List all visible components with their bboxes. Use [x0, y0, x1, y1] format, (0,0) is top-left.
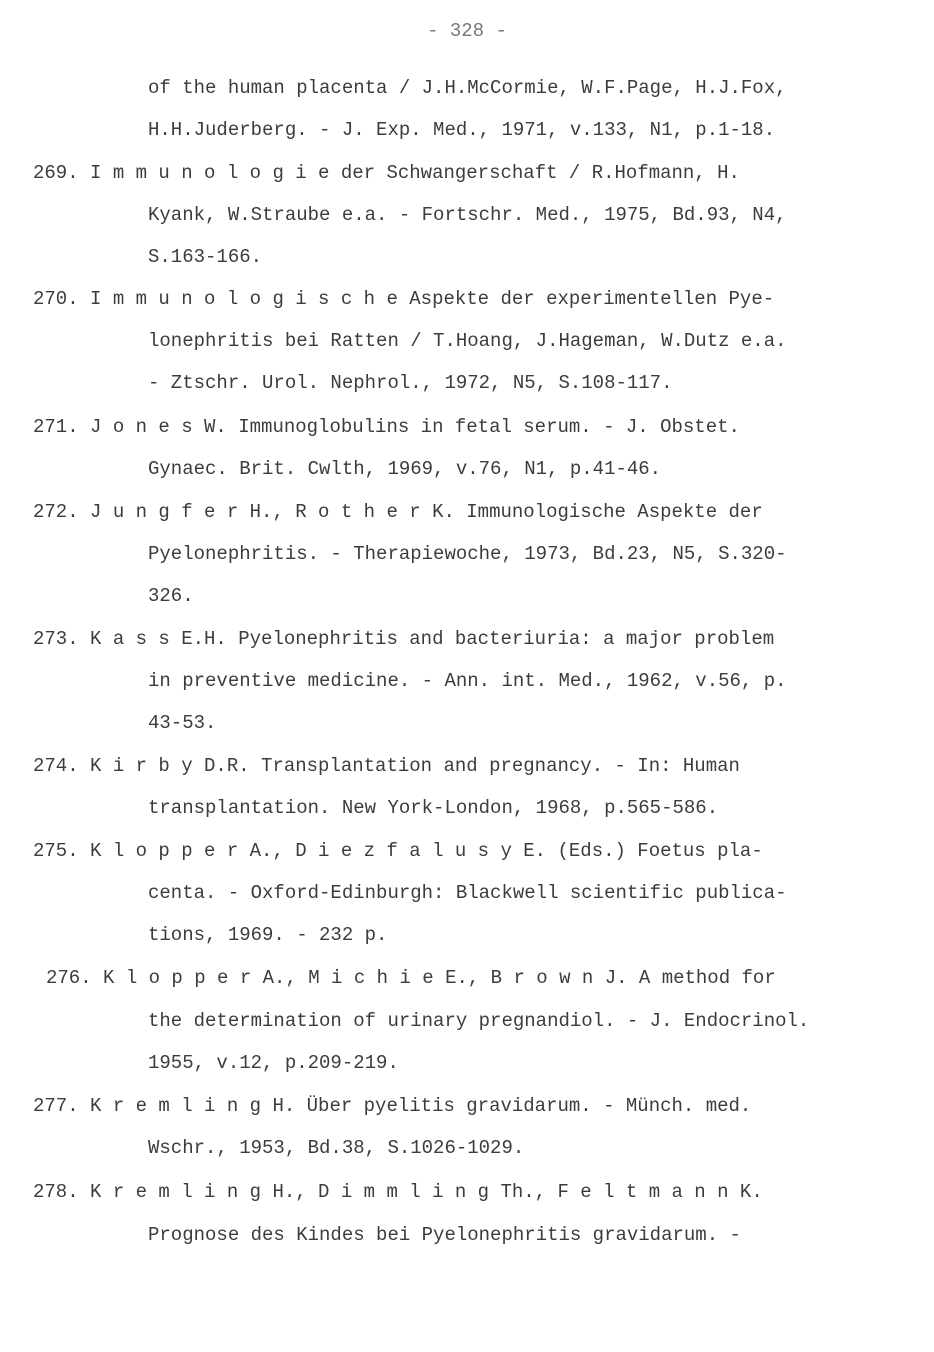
page-number: - 328 -: [427, 20, 507, 42]
reference-line: of the human placenta / J.H.McCormie, W.F.Page, H.J.Fox,: [148, 77, 787, 99]
reference-line: Pyelonephritis. - Therapiewoche, 1973, Bd.23, N5, S.320-: [148, 543, 787, 565]
reference-line: Prognose des Kindes bei Pyelonephritis gravidarum. -: [148, 1224, 741, 1246]
reference-line: S.163-166.: [148, 246, 263, 268]
reference-line: Kyank, W.Straube e.a. - Fortschr. Med., 1975, Bd.93, N4,: [148, 204, 787, 226]
reference-line: 274. K i r b y D.R. Transplantation and pregnancy. - In: Human: [33, 755, 740, 777]
reference-line: 277. K r e m l i n g H. Über pyelitis gravidarum. - Münch. med.: [33, 1095, 752, 1117]
reference-line: lonephritis bei Ratten / T.Hoang, J.Hageman, W.Dutz e.a.: [148, 330, 787, 352]
reference-line: H.H.Juderberg. - J. Exp. Med., 1971, v.133, N1, p.1-18.: [148, 119, 776, 141]
reference-line: 271. J o n e s W. Immunoglobulins in fetal serum. - J. Obstet.: [33, 416, 740, 438]
reference-line: the determination of urinary pregnandiol. - J. Endocrinol.: [148, 1010, 810, 1032]
reference-line: 275. K l o p p e r A., D i e z f a l u s y E. (Eds.) Foetus pla-: [33, 840, 763, 862]
reference-line: centa. - Oxford-Edinburgh: Blackwell scientific publica-: [148, 882, 787, 904]
reference-line: tions, 1969. - 232 p.: [148, 924, 388, 946]
reference-line: transplantation. New York-London, 1968, p.565-586.: [148, 797, 719, 819]
reference-line: 326.: [148, 585, 194, 607]
reference-line: 269. I m m u n o l o g i e der Schwangerschaft / R.Hofmann, H.: [33, 162, 740, 184]
reference-line: 278. K r e m l i n g H., D i m m l i n g Th., F e l t m a n n K.: [33, 1181, 763, 1203]
reference-line: Gynaec. Brit. Cwlth, 1969, v.76, N1, p.41-46.: [148, 458, 662, 480]
reference-line: 276. K l o p p e r A., M i c h i e E., B r o w n J. A method for: [46, 967, 776, 989]
reference-line: 273. K a s s E.H. Pyelonephritis and bacteriuria: a major problem: [33, 628, 775, 650]
reference-line: 1955, v.12, p.209-219.: [148, 1052, 399, 1074]
reference-line: 272. J u n g f e r H., R o t h e r K. Immunologische Aspekte der: [33, 501, 763, 523]
reference-line: 270. I m m u n o l o g i s c h e Aspekte der experimentellen Pye-: [33, 288, 775, 310]
reference-line: 43-53.: [148, 712, 217, 734]
reference-line: Wschr., 1953, Bd.38, S.1026-1029.: [148, 1137, 525, 1159]
reference-line: - Ztschr. Urol. Nephrol., 1972, N5, S.108-117.: [148, 372, 673, 394]
reference-line: in preventive medicine. - Ann. int. Med., 1962, v.56, p.: [148, 670, 787, 692]
